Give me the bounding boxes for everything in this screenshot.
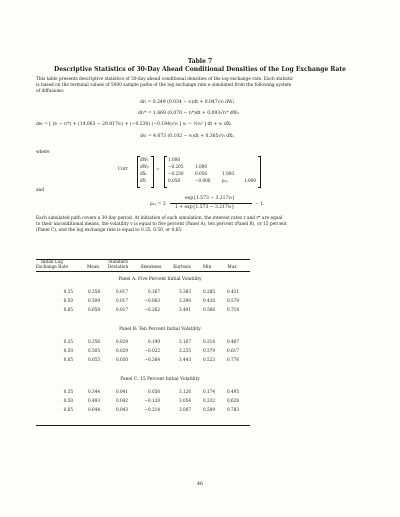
corr-vector-item: dW₁ [140, 157, 149, 162]
intro-line: This table presents descriptive statistics of 30-day ahead conditional densities of the log exchange rate. Each statistic [36, 77, 294, 82]
table-cell: 0.017 [116, 307, 128, 312]
table-cell: 3.007 [179, 407, 191, 412]
table-cell: 3.126 [179, 389, 191, 394]
page-number: 46 [196, 482, 204, 487]
table-cell: 0.042 [116, 398, 128, 403]
column-header: Skewness [140, 264, 162, 269]
row-label: 0.50 [63, 398, 73, 403]
row-label: 0.50 [63, 298, 73, 303]
matrix-cell: 1.000 [244, 178, 256, 183]
table-cell: 0.358 [88, 289, 100, 294]
rho-denominator: 1 + exp{1.573 − 3.217vₜ} [175, 205, 235, 210]
panel-title: Panel C: 15 Percent Initial Volatility [120, 377, 200, 382]
table-cell: 3.491 [179, 307, 191, 312]
table-cell: 0.174 [203, 389, 215, 394]
table-cell: 3.390 [179, 298, 191, 303]
panel-title: Panel A: Five Percent Initial Volatility [118, 277, 202, 282]
column-header: Mean [87, 264, 99, 269]
table-header-rule [36, 271, 250, 272]
matrix-cell: −0.230 [168, 171, 184, 176]
corr-label: Corr [118, 166, 128, 171]
table-title: Descriptive Statistics of 30-Day Ahead Conditional Densities of the Log Exchange Rate [54, 66, 346, 73]
table-cell: 3.235 [179, 348, 191, 353]
bracket-right [151, 156, 154, 188]
table-cell: 0.056 [148, 389, 160, 394]
table-cell: 0.041 [116, 389, 128, 394]
and-label: and [36, 188, 45, 193]
matrix-cell: ρₓᵧ [222, 178, 228, 183]
row-label: 0.35 [63, 289, 73, 294]
row-label: 0.65 [63, 407, 73, 412]
table-cell: −0.022 [144, 348, 160, 353]
corr-vector-item: dW₂ [140, 164, 149, 169]
table-cell: 0.167 [148, 289, 160, 294]
table-cell: 3.054 [179, 398, 191, 403]
column-header: Exchange Rate [35, 264, 69, 269]
table-cell: 0.030 [116, 357, 128, 362]
table-cell: −0.063 [144, 298, 160, 303]
equals-sign: = [156, 167, 160, 172]
corr-vector-item: dYₜ [140, 178, 147, 183]
table-cell: 0.017 [116, 298, 128, 303]
table-cell: 0.043 [116, 407, 128, 412]
table-cell: −0.262 [144, 307, 160, 312]
table-cell: 0.029 [116, 339, 128, 344]
column-header: Min [202, 264, 212, 269]
body-line: (Panel C), and the log exchange rate is equal to 0.35, 0.50, or 0.65. [36, 228, 183, 233]
matrix-cell: 1.000 [195, 164, 207, 169]
rho-numerator: exp{1.573 − 3.217vₜ} [185, 196, 235, 201]
panel-title: Panel B: Ten Percent Initial Volatility [119, 327, 201, 332]
table-cell: 0.655 [88, 357, 100, 362]
column-header: Standard [108, 259, 128, 264]
table-cell: 0.332 [203, 398, 215, 403]
table-cell: −0.264 [144, 357, 160, 362]
table-cell: 0.495 [227, 389, 239, 394]
corr-vector-item: dXₜ [140, 171, 147, 176]
table-cell: 0.658 [88, 307, 100, 312]
intro-line: of diffusions: [36, 89, 65, 94]
row-label: 0.50 [63, 348, 73, 353]
table-number: Table 7 [187, 58, 213, 65]
matrix-cell: 1.000 [222, 171, 234, 176]
row-label: 0.65 [63, 307, 73, 312]
matrix-cell: −0.205 [168, 164, 184, 169]
table-cell: 0.617 [227, 348, 239, 353]
table-cell: 0.344 [88, 389, 100, 394]
table-cell: 0.356 [88, 339, 100, 344]
equation-dv: dvₜ = 4.073 (0.102 − vₜ)dt + 0.365√vₜ dXₜ, [140, 134, 235, 139]
row-label: 0.65 [63, 357, 73, 362]
table-cell: −0.214 [144, 407, 160, 412]
column-header: Initial Log [41, 259, 63, 264]
table-cell: 0.431 [227, 289, 239, 294]
table-cell: −0.120 [144, 398, 160, 403]
rho-tail: − 1. [255, 202, 265, 207]
table-cell: 3.167 [179, 339, 191, 344]
table-cell: 0.509 [203, 407, 215, 412]
rho-lhs: ρₓᵧ = 2 [150, 202, 166, 207]
bracket-right [258, 156, 261, 188]
table-cell: 0.029 [116, 348, 128, 353]
table-cell: 0.579 [227, 298, 239, 303]
table-cell: 0.509 [88, 298, 100, 303]
table-cell: 0.505 [88, 348, 100, 353]
table-cell: 0.493 [88, 398, 100, 403]
equation-dr-star: drₜ* = 1.669 (0.070 − rₜ*)dt + 0.093√rₜ* dW₂ [138, 111, 240, 116]
matrix-cell: −0.006 [195, 178, 211, 183]
row-label: 0.35 [63, 339, 73, 344]
body-line: to their unconditional means, the volatility v is equal to five percent (Panel A), ten percent (Panel B), or 15 percent [36, 222, 287, 227]
row-label: 0.35 [63, 389, 73, 394]
bracket-left [164, 156, 167, 188]
table-cell: 0.523 [203, 357, 215, 362]
body-line: Each simulated path covers a 30-day period. At initiation of each simulation, the interest rates r and r* are equal [36, 216, 283, 221]
table-cell: 0.783 [227, 407, 239, 412]
table-cell: 0.776 [227, 357, 239, 362]
table-bottom-rule [36, 425, 250, 426]
column-header: Deviation [107, 264, 129, 269]
intro-line: is based on the terminal values of 5000 sample paths of the log exchange rate e simulated from the following system [36, 83, 292, 88]
where-label: where [36, 150, 50, 155]
table-cell: 0.467 [227, 339, 239, 344]
table-cell: 0.199 [148, 339, 160, 344]
table-cell: 3.383 [179, 289, 191, 294]
table-cell: 0.379 [203, 348, 215, 353]
equation-dr: drₜ = 0.249 (0.034 − rₜ)dt + 0.047√rₜ dW₁ [140, 100, 235, 105]
equation-de: deₜ = [ (rₜ − rₜ*) + (14.063 − 29.817vₜ) + (−0.230) (−0.184)√vₜ ] vₜ − ½vₜ² ] dt + vₜ dXₜ [36, 122, 232, 127]
column-header: Max [227, 264, 237, 269]
table-cell: 0.214 [203, 339, 215, 344]
table-cell: 0.718 [227, 307, 239, 312]
table-cell: 0.566 [203, 307, 215, 312]
table-cell: 0.628 [227, 398, 239, 403]
matrix-cell: 0.058 [168, 178, 180, 183]
body-paragraph [36, 216, 287, 234]
table-cell: 0.420 [203, 298, 215, 303]
intro-paragraph [36, 77, 293, 95]
matrix-cell: 1.000 [168, 157, 180, 162]
table-cell: 0.644 [88, 407, 100, 412]
matrix-cell: 0.056 [195, 171, 207, 176]
column-header: Kurtosis [173, 264, 191, 269]
table-cell: 3.443 [179, 357, 191, 362]
table-cell: 0.285 [203, 289, 215, 294]
table-cell: 0.017 [116, 289, 128, 294]
fraction-bar [170, 203, 252, 204]
